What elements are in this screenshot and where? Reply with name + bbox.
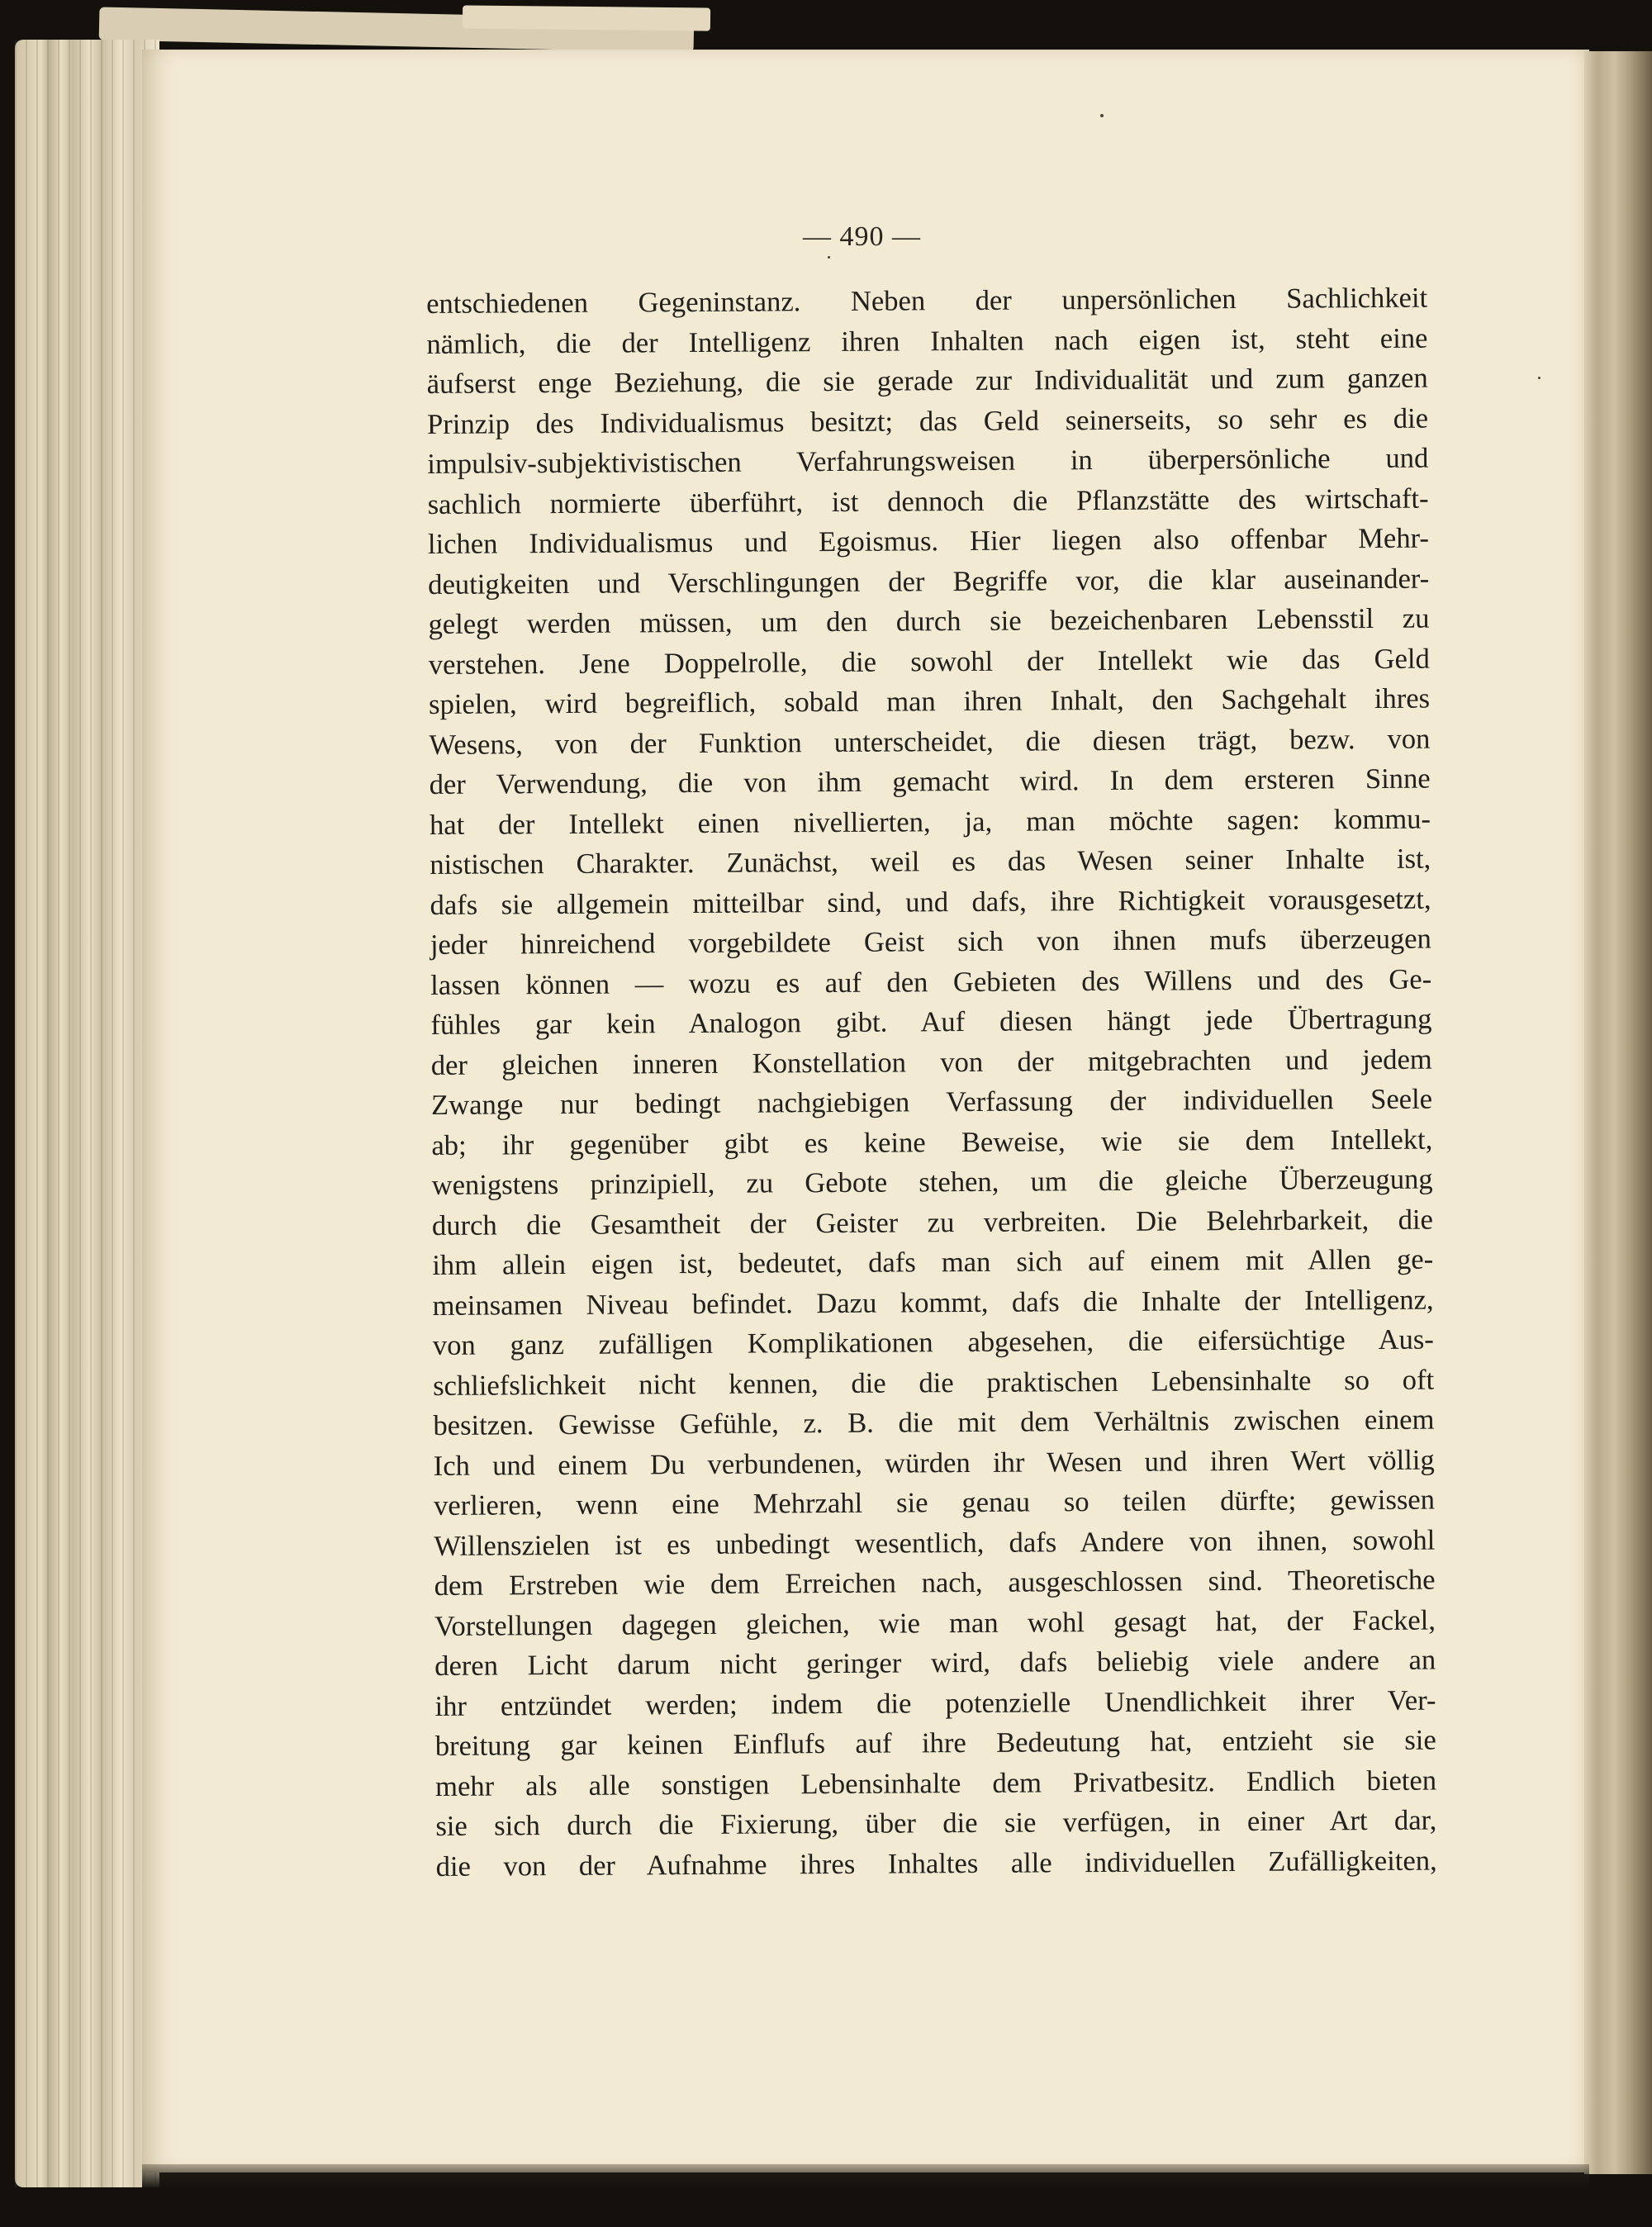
- text-line: ab; ihr gegenüber gibt es keine Beweise, wie sie dem Intellekt,: [431, 1123, 1433, 1161]
- text-line: ihm allein eigen ist, bedeutet, dafs man sich auf einem mit Allen ge-: [432, 1243, 1434, 1281]
- text-line: verstehen. Jene Doppelrolle, die sowohl der Intellekt wie das Geld: [428, 643, 1430, 681]
- text-line: wenigstens prinzipiell, zu Gebote stehen, um die gleiche Überzeugung: [431, 1163, 1433, 1201]
- paper-speck: [1100, 114, 1104, 117]
- page-number: — 490 —: [803, 221, 921, 252]
- text-line: die von der Aufnahme ihres Inhaltes alle individuellen Zufälligkeiten,: [435, 1845, 1437, 1883]
- text-line: schliefslichkeit nicht kennen, die die praktischen Lebensinhalte so oft: [433, 1364, 1435, 1402]
- text-line: ihr entzündet werden; indem die potenzielle Unendlichkeit ihrer Ver-: [434, 1684, 1436, 1722]
- text-line: der gleichen inneren Konstellation von der mitgebrachten und jedem: [430, 1043, 1432, 1081]
- text-line: gelegt werden müssen, um den durch sie bezeichenbaren Lebensstil zu: [428, 602, 1430, 640]
- text-line: sachlich normierte überführt, ist dennoch die Pflanzstätte des wirtschaft-: [427, 482, 1429, 520]
- text-line: Vorstellungen dagegen gleichen, wie man wohl gesagt hat, der Fackel,: [434, 1604, 1436, 1642]
- page-bottom-shadow: [142, 2164, 1589, 2189]
- text-line: Zwange nur bedingt nachgiebigen Verfassung der individuellen Seele: [430, 1083, 1433, 1121]
- text-line: lassen können — wozu es auf den Gebieten des Willens und des Ge-: [430, 963, 1432, 1001]
- text-line: von ganz zufälligen Komplikationen abgesehen, die eifersüchtige Aus-: [432, 1323, 1434, 1361]
- text-line: spielen, wird begreiflich, sobald man ihren Inhalt, den Sachgehalt ihres: [428, 682, 1431, 720]
- text-line: Prinzip des Individualismus besitzt; das Geld seinerseits, so sehr es die: [426, 402, 1429, 440]
- text-line: Willenszielen ist es unbedingt wesentlich, dafs Andere von ihnen, sowohl: [434, 1524, 1436, 1562]
- text-line: dafs sie allgemein mitteilbar sind, und dafs, ihre Richtigkeit vorausgesetzt,: [430, 883, 1431, 921]
- text-line: breitung gar keinen Einflufs auf ihre Bedeutung hat, entzieht sie sie: [434, 1724, 1436, 1762]
- next-page-edge: [1584, 51, 1652, 2174]
- torn-page-edge: [463, 5, 710, 31]
- body-text: [426, 278, 1437, 1887]
- text-line: dem Erstreben wie dem Erreichen nach, ausgeschlossen sind. Theoretische: [434, 1564, 1436, 1602]
- text-line: Wesens, von der Funktion unterscheidet, die diesen trägt, bezw. von: [429, 723, 1431, 761]
- text-line: fühles gar kein Analogon gibt. Auf diesen hängt jede Übertragung: [430, 1003, 1432, 1041]
- book-block-edges: [15, 40, 159, 2187]
- text-line: deutigkeiten und Verschlingungen der Begriffe vor, die klar auseinander-: [428, 563, 1430, 601]
- text-line: besitzen. Gewisse Gefühle, z. B. die mit dem Verhältnis zwischen einem: [433, 1403, 1435, 1441]
- text-line: deren Licht darum nicht geringer wird, dafs beliebig viele andere an: [434, 1644, 1436, 1682]
- paper-speck: [1538, 377, 1540, 379]
- text-line: sie sich durch die Fixierung, über die sie verfügen, in einer Art dar,: [435, 1804, 1437, 1842]
- text-line: nistischen Charakter. Zunächst, weil es das Wesen seiner Inhalte ist,: [430, 843, 1431, 881]
- text-line: impulsiv-subjektivistischen Verfahrungsweisen in überpersönliche und: [427, 442, 1429, 480]
- paper-speck: [828, 256, 830, 259]
- text-line: jeder hinreichend vorgebildete Geist sich von ihnen mufs überzeugen: [430, 923, 1431, 961]
- text-line: lichen Individualismus und Egoismus. Hier liegen also offenbar Mehr-: [427, 522, 1430, 560]
- text-line: durch die Gesamtheit der Geister zu verbreiten. Die Belehrbarkeit, die: [431, 1204, 1434, 1242]
- text-line: nämlich, die der Intelligenz ihren Inhalten nach eigen ist, steht eine: [426, 322, 1428, 360]
- text-line: verlieren, wenn eine Mehrzahl sie genau so teilen dürfte; gewissen: [433, 1484, 1436, 1522]
- text-line: hat der Intellekt einen nivellierten, ja, man möchte sagen: kommu-: [429, 803, 1431, 841]
- text-line: meinsamen Niveau befindet. Dazu kommt, dafs die Inhalte der Intelligenz,: [432, 1284, 1434, 1322]
- text-line: Ich und einem Du verbundenen, würden ihr Wesen und ihren Wert völlig: [433, 1444, 1435, 1482]
- text-line: äufserst enge Beziehung, die sie gerade zur Individualität und zum ganzen: [426, 362, 1428, 400]
- text-line: entschiedenen Gegeninstanz. Neben der unpersönlichen Sachlichkeit: [426, 282, 1428, 320]
- text-line: mehr als alle sonstigen Lebensinhalte dem Privatbesitz. Endlich bieten: [434, 1764, 1437, 1802]
- text-line: der Verwendung, die von ihm gemacht wird. In dem ersteren Sinne: [429, 762, 1431, 800]
